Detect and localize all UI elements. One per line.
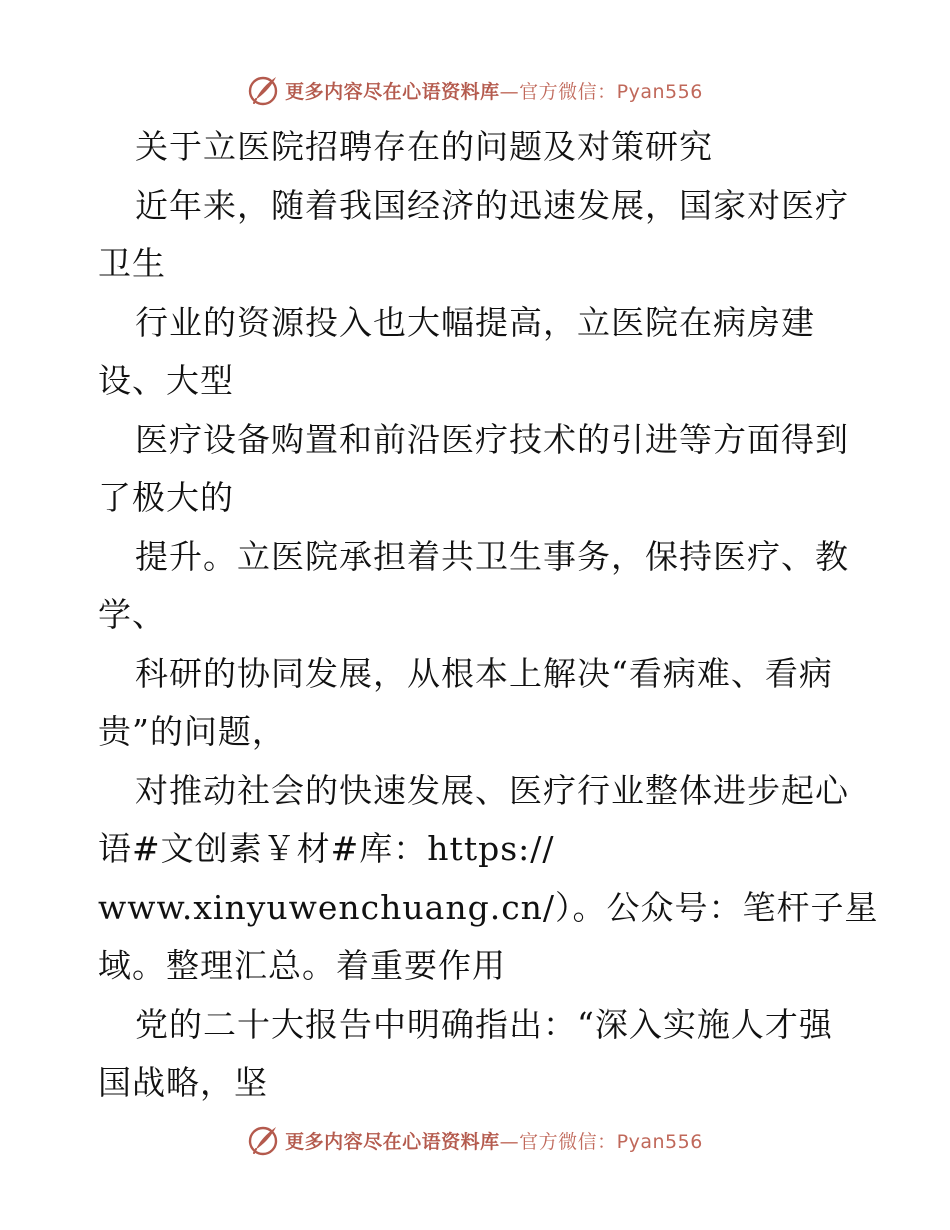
banner-dash: — bbox=[499, 1130, 520, 1153]
doc-title: 关于立医院招聘存在的问题及对策研究 bbox=[135, 127, 713, 166]
doc-line: 行业的资源投入也大幅提高，立医院在病房建 bbox=[135, 302, 815, 342]
doc-line: 国战略，坚 bbox=[98, 1063, 268, 1102]
banner-text bbox=[285, 1127, 703, 1154]
doc-line-url: www.xinyuwenchuang.cn/）。公众号：笔杆子星 bbox=[98, 887, 879, 927]
banner-dash: — bbox=[499, 80, 520, 103]
doc-line: 设、大型 bbox=[98, 361, 234, 400]
footer-banner bbox=[0, 1120, 950, 1160]
doc-line: 对推动社会的快速发展、医疗行业整体进步起心 bbox=[135, 770, 849, 810]
doc-line: 域。整理汇总。着重要作用 bbox=[98, 946, 506, 985]
document-body bbox=[98, 118, 879, 1113]
doc-line: 党的二十大报告中明确指出：“深入实施人才强 bbox=[135, 1004, 833, 1044]
banner-contact: 官方微信：Pyan556 bbox=[519, 1130, 703, 1153]
doc-line: 语#文创素￥材#库：https:// bbox=[98, 829, 555, 868]
banner-text bbox=[285, 77, 703, 104]
banner-contact: 官方微信：Pyan556 bbox=[519, 80, 703, 103]
doc-line: 医疗设备购置和前沿医疗技术的引进等方面得到 bbox=[135, 419, 849, 459]
banner-brand: 更多内容尽在心语资料库 bbox=[285, 1130, 500, 1153]
quill-pen-icon bbox=[247, 1124, 279, 1156]
doc-line: 科研的协同发展，从根本上解决“看病难、看病 bbox=[135, 653, 833, 693]
header-banner bbox=[0, 70, 950, 110]
quill-pen-icon bbox=[247, 74, 279, 106]
doc-line: 贵”的问题， bbox=[98, 712, 286, 751]
doc-line: 了极大的 bbox=[98, 478, 234, 517]
doc-line: 卫生 bbox=[98, 244, 166, 283]
doc-line: 提升。立医院承担着共卫生事务，保持医疗、教 bbox=[135, 536, 849, 576]
doc-line: 学、 bbox=[98, 595, 166, 634]
doc-line: 近年来，随着我国经济的迅速发展，国家对医疗 bbox=[135, 185, 849, 225]
banner-brand: 更多内容尽在心语资料库 bbox=[285, 80, 500, 103]
